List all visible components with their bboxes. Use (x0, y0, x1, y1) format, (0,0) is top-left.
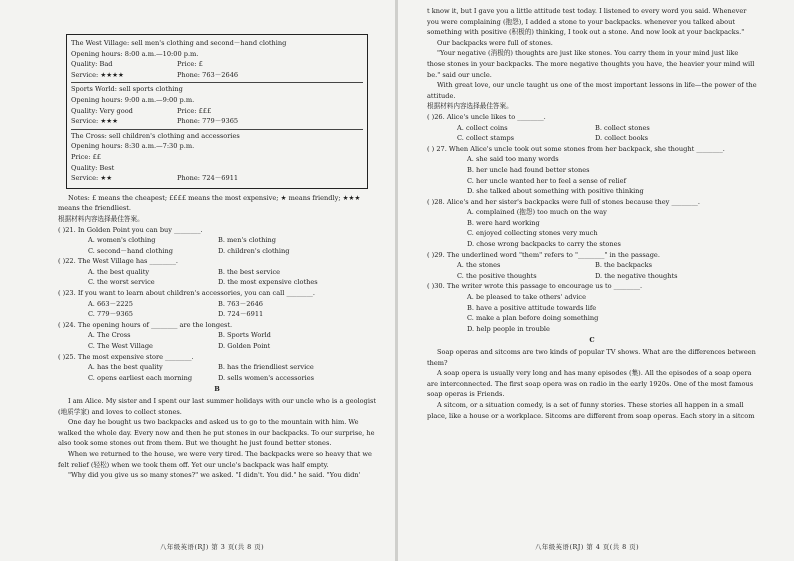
option-c: C. make a plan before doing something (467, 314, 599, 323)
store-price: Price: £££ (177, 106, 212, 115)
store-service: Service: ★★ (71, 174, 113, 183)
question-stem: ( )30. The writer wrote this passage to encourage us to ________. (427, 282, 643, 291)
option-a: A. she said too many words (467, 155, 559, 164)
option-a: A. 663－2225 (88, 299, 133, 308)
page-gutter (395, 0, 398, 561)
passage-b-paragraph: One day he bought us two backpacks and asked us to go to the mountain with him. We walked the whole day. Every now and then he put stones in our backpacks. To our surprise, he also took some stones out from them. But we thought he just found better stones. (58, 418, 375, 448)
question-stem: ( )29. The underlined word "them" refers to "________" in the passage. (427, 250, 660, 259)
option-d: D. the negative thoughts (595, 271, 678, 280)
store-price: Price: ££ (71, 152, 102, 161)
option-a: A. the best quality (88, 267, 150, 276)
store-quality: Quality: Bad (71, 60, 113, 69)
table-notes: Notes: £ means the cheapest; ££££ means the most expensive; ★ means friendly; ★★★ means the friendliest. (58, 193, 361, 213)
question-stem: ( )26. Alice's uncle likes to ________. (427, 112, 546, 121)
store-service: Service: ★★★★ (71, 70, 124, 79)
section-b-heading: B (214, 385, 220, 394)
option-c: C. The West Village (88, 342, 153, 351)
store-phone: Phone: 779－9365 (177, 117, 239, 126)
option-d: D. 724－6911 (218, 310, 264, 319)
option-a: A. be pleased to take others' advice (467, 293, 587, 302)
passage-b-paragraph: Our backpacks were full of stones. (437, 38, 553, 47)
page-footer-left: 八年级英语(RJ) 第 3 页(共 8 页) (160, 543, 265, 551)
option-d: D. help people in trouble (467, 324, 550, 333)
store-service: Service: ★★★ (71, 117, 119, 126)
store-hours: Opening hours: 9:00 a.m.—9:00 p.m. (71, 95, 195, 104)
store-price: Price: £ (177, 60, 203, 69)
passage-b-continued: t know it, but I gave you a little attitude test today. I listened to every word you said. Whenever you were complaining (抱怨), I added a stone to your backpacks. whenever you talked about something with positive (积极的) thinking, I took out a stone. And now look at your backpacks." (427, 7, 747, 37)
store-sports-world (71, 83, 363, 129)
option-b: B. her uncle had found better stones (467, 165, 590, 174)
option-b: B. were hard working (467, 218, 540, 227)
store-table (66, 34, 368, 189)
question-stem: ( )28. Alice's and her sister's backpacks were full of stones because they ________. (427, 197, 700, 206)
passage-c-paragraph: A sitcom, or a situation comedy, is a set of funny stories. These stories all happen in a small place, like a house or a workplace. Sitcoms are different from soap operas. Each story in a sitcom (427, 400, 755, 420)
option-a: A. The Cross (88, 331, 131, 340)
option-d: D. children's clothing (218, 246, 290, 255)
passage-c-paragraph: Soap operas and sitcoms are two kinds of popular TV shows. What are the differences between them? (427, 348, 756, 367)
question-25 (58, 352, 376, 384)
question-28 (427, 197, 757, 250)
option-a: A. has the best quality (88, 363, 163, 372)
question-24 (58, 320, 376, 352)
option-d: D. sells women's accessories (218, 373, 315, 382)
store-west-village (71, 37, 363, 83)
store-quality: Quality: Very good (71, 106, 133, 115)
option-d: D. the most expensive clothes (218, 278, 318, 287)
option-a: A. women's clothing (88, 236, 156, 245)
store-the-cross (71, 130, 363, 186)
option-b: B. the backpacks (595, 261, 652, 270)
question-23 (58, 288, 376, 320)
question-27 (427, 144, 757, 197)
passage-b-paragraph: When we returned to the house, we were very tired. The backpacks were so heavy that we felt relief (轻松) when we took them off. Yet our uncle's backpack was half empty. (58, 449, 372, 469)
store-title: Sports World: sell sports clothing (71, 85, 183, 94)
option-b: B. men's clothing (218, 236, 276, 245)
option-b: B. the best service (218, 267, 281, 276)
option-b: B. has the friendliest service (218, 363, 314, 372)
store-phone: Phone: 763－2646 (177, 70, 239, 79)
option-c: C. enjoyed collecting stones very much (467, 229, 598, 238)
option-b: B. have a positive attitude towards life (467, 303, 597, 312)
question-26 (427, 112, 757, 144)
option-c: C. second－hand clothing (88, 246, 173, 255)
store-quality: Quality: Best (71, 163, 115, 172)
option-c: C. the worst service (88, 278, 155, 287)
right-column (427, 6, 757, 421)
option-b: B. 763－2646 (218, 299, 263, 308)
store-title: The Cross: sell children's clothing and accessories (71, 131, 240, 140)
question-stem: ( )22. The West Village has ________. (58, 257, 178, 266)
option-a: A. collect coins (457, 123, 508, 132)
option-c: C. opens earliest each morning (88, 373, 193, 382)
question-21 (58, 225, 376, 257)
question-29 (427, 250, 757, 282)
store-hours: Opening hours: 8:00 a.m.—10:00 p.m. (71, 49, 199, 58)
option-c: C. collect stamps (457, 134, 515, 143)
instruction: 根据材料内容选择最佳答案。 (58, 214, 144, 223)
question-stem: ( )24. The opening hours of ________ are the longest. (58, 320, 233, 329)
option-d: D. chose wrong backpacks to carry the stones (467, 240, 621, 249)
question-stem: ( )21. In Golden Point you can buy ________. (58, 225, 203, 234)
option-d: D. Golden Point (218, 342, 271, 351)
store-phone: Phone: 724－6911 (177, 174, 239, 183)
store-hours: Opening hours: 8:30 a.m.—7:30 p.m. (71, 142, 195, 151)
passage-c-paragraph: A soap opera is usually very long and has many episodes (集). All the episodes of a soap opera are interconnected. The first soap opera was on radio in the early 1920s. One of the most famous soap operas is Friends. (427, 369, 754, 399)
option-d: D. collect books (595, 134, 649, 143)
option-a: A. complained (抱怨) too much on the way (467, 208, 607, 217)
instruction: 根据材料内容选择最佳答案。 (427, 102, 513, 111)
store-title: The West Village: sell men's clothing and second－hand clothing (71, 39, 287, 47)
option-a: A. the stones (457, 261, 501, 270)
question-stem: ( )25. The most expensive store ________. (58, 352, 194, 361)
question-stem: ( ) 27. When Alice's uncle took out some stones from her backpack, she thought ________. (427, 144, 725, 153)
passage-b-paragraph: "Your negative (消极的) thoughts are just like stones. You carry them in your mind just like those stones in your backpacks. The more negative thoughts you have, the heavier your mind will be." said our uncle. (427, 49, 755, 79)
section-c-heading: C (589, 336, 595, 345)
left-column (58, 34, 376, 481)
question-stem: ( )23. If you want to learn about children's accessories, you can call ________. (58, 289, 315, 298)
passage-b-paragraph: With great love, our uncle taught us one of the most important lessons in life—the power of the attitude. (427, 81, 757, 100)
page-footer-right: 八年级英语(RJ) 第 4 页(共 8 页) (535, 543, 640, 551)
question-30 (427, 281, 757, 334)
passage-b-paragraph: I am Alice. My sister and I spent our last summer holidays with our uncle who is a geologist (地质学家) and loves to collect stones. (58, 397, 377, 416)
option-b: B. Sports World (218, 331, 271, 340)
passage-b-paragraph: "Why did you give us so many stones?" we asked. "I didn't. You did." he said. "You didn' (68, 471, 361, 480)
option-c: C. the positive thoughts (457, 271, 537, 280)
option-b: B. collect stones (595, 123, 650, 132)
option-c: C. 779－9365 (88, 310, 133, 319)
question-22 (58, 256, 376, 288)
option-c: C. her uncle wanted her to feel a sense of relief (467, 176, 627, 185)
option-d: D. she talked about something with positive thinking (467, 187, 644, 196)
